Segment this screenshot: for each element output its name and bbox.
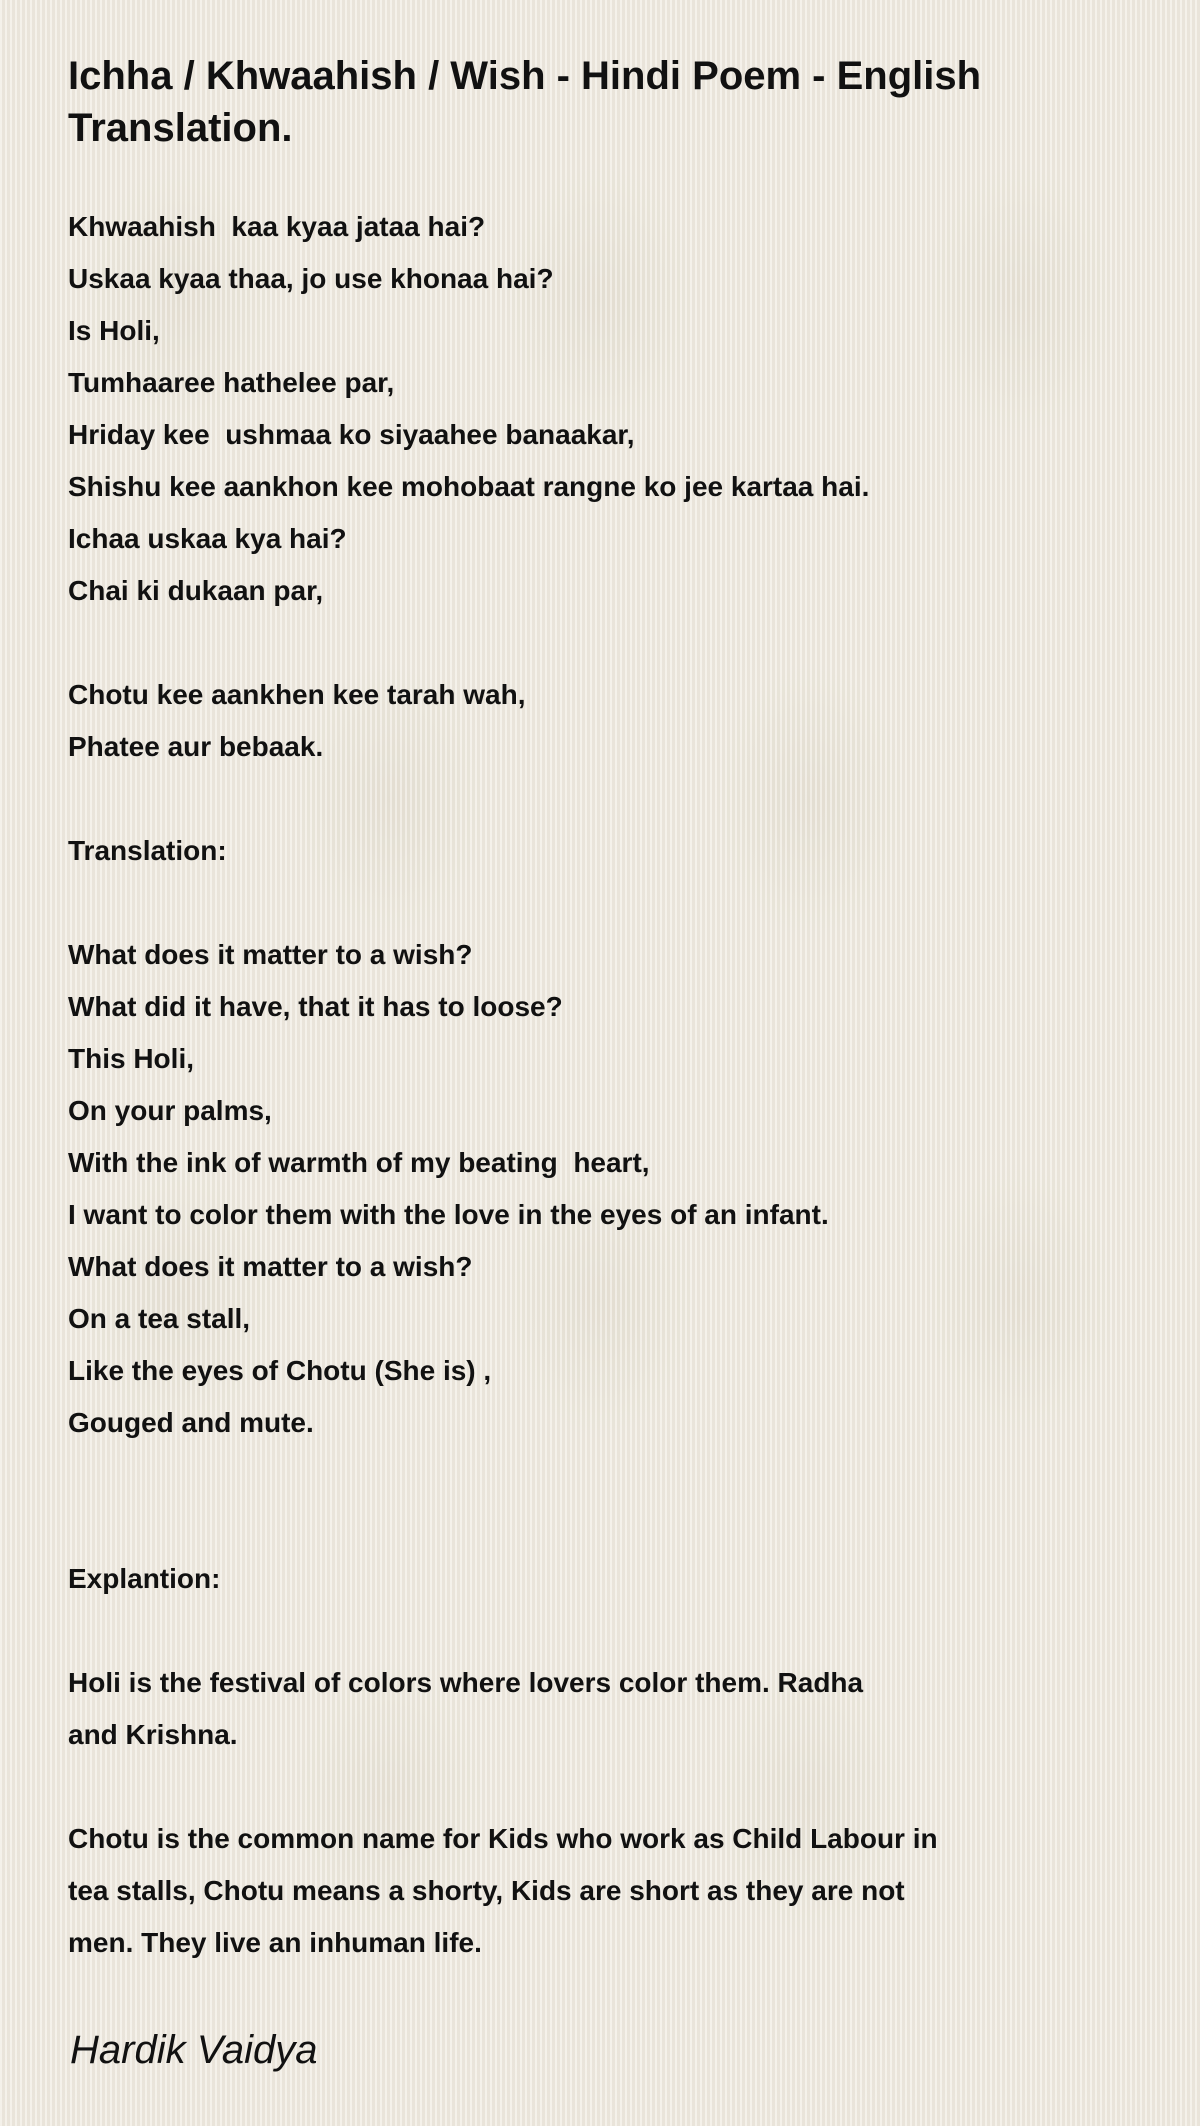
poem-line: Ichaa uskaa kya hai? <box>68 523 347 554</box>
translation-line: On your palms, <box>68 1095 272 1126</box>
translation-line: What does it matter to a wish? <box>68 939 473 970</box>
poem-title: Ichha / Khwaahish / Wish - Hindi Poem - English Translation. <box>68 54 982 150</box>
poem-line: Is Holi, <box>68 315 160 346</box>
translation-line: Like the eyes of Chotu (She is) , <box>68 1355 492 1386</box>
explanation-line: Holi is the festival of colors where lovers color them. Radha <box>68 1667 864 1698</box>
translation-line: On a tea stall, <box>68 1303 251 1334</box>
explanation-line: tea stalls, Chotu means a shorty, Kids are short as they are not <box>68 1875 905 1906</box>
poem-body <box>68 201 1128 1969</box>
blank-line <box>68 877 1128 929</box>
poem-line: Shishu kee aankhon kee mohobaat rangne ko jee kartaa hai. <box>68 471 870 502</box>
blank-line <box>68 773 1128 825</box>
translation-line: This Holi, <box>68 1043 194 1074</box>
blank-line <box>68 1501 1128 1553</box>
explanation-line: men. They live an inhuman life. <box>68 1927 482 1958</box>
translation-line: With the ink of warmth of my beating heart, <box>68 1147 650 1178</box>
blank-line <box>68 1761 1128 1813</box>
section-heading-translation: Translation: <box>68 835 227 866</box>
author-name: Hardik Vaidya <box>70 2028 318 2072</box>
explanation-line: Chotu is the common name for Kids who work as Child Labour in <box>68 1823 938 1854</box>
translation-line: Gouged and mute. <box>68 1407 314 1438</box>
poem-line: Uskaa kyaa thaa, jo use khonaa hai? <box>68 263 554 294</box>
poem-line: Hriday kee ushmaa ko siyaahee banaakar, <box>68 419 635 450</box>
blank-line <box>68 617 1128 669</box>
poem-line: Khwaahish kaa kyaa jataa hai? <box>68 211 486 242</box>
poem-line: Tumhaaree hathelee par, <box>68 367 395 398</box>
poem-line: Chotu kee aankhen kee tarah wah, <box>68 679 526 710</box>
explanation-line: and Krishna. <box>68 1719 238 1750</box>
blank-line <box>68 1605 1128 1657</box>
blank-line <box>68 1449 1128 1501</box>
poem-line: Chai ki dukaan par, <box>68 575 324 606</box>
section-heading-explanation: Explantion: <box>68 1563 221 1594</box>
poem-line: Phatee aur bebaak. <box>68 731 324 762</box>
translation-line: I want to color them with the love in the eyes of an infant. <box>68 1199 829 1230</box>
translation-line: What does it matter to a wish? <box>68 1251 473 1282</box>
translation-line: What did it have, that it has to loose? <box>68 991 563 1022</box>
